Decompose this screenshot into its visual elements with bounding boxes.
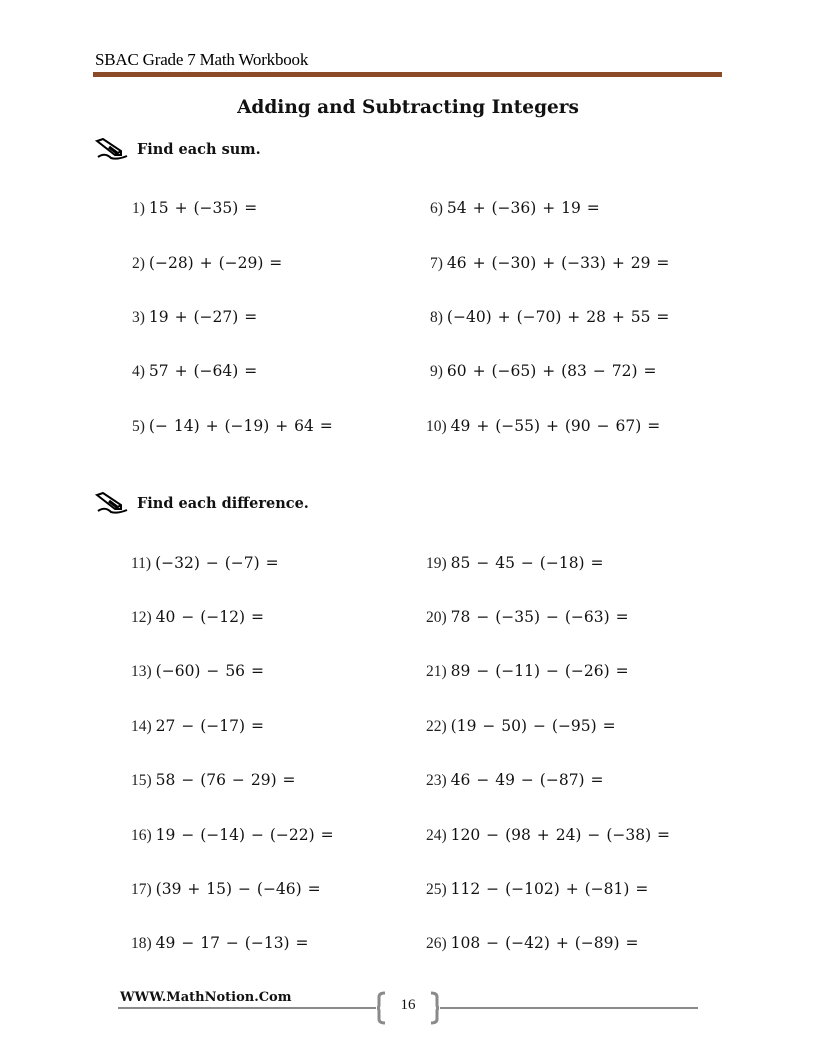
problem-expression: 19 + (−27) = [148,308,258,326]
footer-divider-right [440,1007,698,1009]
pencil-writing-icon [95,138,129,160]
problem [430,254,669,273]
problem-expression: (19 − 50) − (−95) = [450,717,616,735]
problem-expression: 85 − 45 − (−18) = [450,554,604,572]
problem-number: 12) [131,609,152,626]
header-divider [93,72,722,77]
page-title: Adding and Subtracting Integers [237,97,579,118]
problem [426,934,638,953]
workbook-title: SBAC Grade 7 Math Workbook [95,50,309,69]
problem-number: 7) [430,255,443,272]
problem [426,826,670,845]
footer-divider-left [118,1007,376,1009]
problem-expression: 108 − (−42) + (−89) = [450,934,639,952]
problem-number: 11) [131,555,152,572]
problem [131,608,264,627]
problem-expression: 40 − (−12) = [155,608,264,626]
problem-expression: 112 − (−102) + (−81) = [450,880,649,898]
problem [426,717,616,736]
problem-number: 24) [426,827,447,844]
pencil-writing-icon [95,492,129,514]
problem-number: 15) [131,772,152,789]
problem-expression: (−60) − 56 = [155,662,264,680]
problem-number: 19) [426,555,447,572]
problem [426,554,604,573]
problem-number: 26) [426,935,447,952]
problem-number: 20) [426,609,447,626]
page-number: 16 [400,997,416,1013]
problem-number: 10) [426,418,447,435]
problem-expression: 120 − (98 + 24) − (−38) = [450,826,671,844]
problem-number: 9) [430,363,443,380]
problem-number: 18) [131,935,152,952]
problem [430,199,600,218]
problem-number: 17) [131,881,152,898]
section-heading-label: Find each sum. [137,140,261,158]
problem-number: 13) [131,663,152,680]
problem-number: 21) [426,663,447,680]
problem-expression: 49 + (−55) + (90 − 67) = [450,417,661,435]
problem-expression: (−32) − (−7) = [155,554,279,572]
section-heading-difference [95,492,309,514]
problem-number: 2) [132,255,145,272]
problem [426,608,629,627]
problem [131,934,309,953]
problem [426,662,629,681]
problem-expression: 58 − (76 − 29) = [155,771,296,789]
problem-expression: 78 − (−35) − (−63) = [450,608,629,626]
problem-number: 4) [132,363,145,380]
problem-expression: (−40) + (−70) + 28 + 55 = [446,308,670,326]
problem-number: 8) [430,309,443,326]
problem [131,554,279,573]
problem-expression: 89 − (−11) − (−26) = [450,662,629,680]
problem-expression: 49 − 17 − (−13) = [155,934,309,952]
problem [132,199,257,218]
problem-expression: 27 − (−17) = [155,717,264,735]
problem [131,662,264,681]
problem [430,308,669,327]
problem [426,417,660,436]
problem [131,880,321,899]
problem-expression: 19 − (−14) − (−22) = [155,826,334,844]
problem [132,308,257,327]
problem-expression: 46 + (−30) + (−33) + 29 = [446,254,670,272]
problem-expression: 46 − 49 − (−87) = [450,771,604,789]
problem-expression: (−28) + (−29) = [148,254,283,272]
problem-number: 5) [132,418,145,435]
problem-number: 14) [131,718,152,735]
problem-number: 16) [131,827,152,844]
problem [426,771,604,790]
problem [131,717,264,736]
problem-expression: 54 + (−36) + 19 = [446,199,600,217]
problem-expression: 15 + (−35) = [148,199,258,217]
problem-number: 23) [426,772,447,789]
problem [131,826,334,845]
problem-expression: 57 + (−64) = [148,362,258,380]
problem-expression: (− 14) + (−19) + 64 = [148,417,333,435]
problem-number: 3) [132,309,145,326]
section-heading-sum [95,138,261,160]
problem-expression: 60 + (−65) + (83 − 72) = [446,362,657,380]
problem-number: 22) [426,718,447,735]
problem [132,362,257,381]
problem [426,880,648,899]
problem-number: 1) [132,200,145,217]
problem-number: 6) [430,200,443,217]
footer-website: WWW.MathNotion.Com [120,990,292,1005]
problem [131,771,296,790]
problem [430,362,656,381]
problem [132,254,282,273]
problem-expression: (39 + 15) − (−46) = [155,880,321,898]
section-heading-label: Find each difference. [137,494,309,512]
problem [132,417,333,436]
problem-number: 25) [426,881,447,898]
